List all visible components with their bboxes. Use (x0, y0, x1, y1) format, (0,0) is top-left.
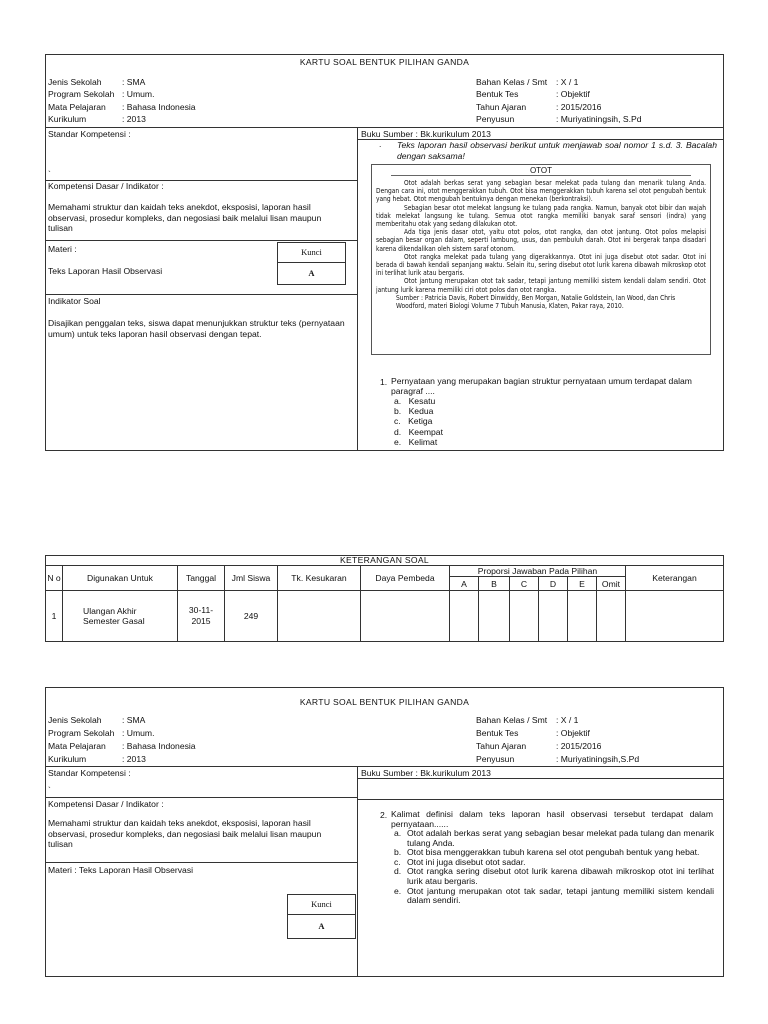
keterangan-soal-table (45, 555, 724, 642)
option-e[interactable] (394, 437, 443, 447)
penyusun-label: Penyusun (476, 754, 515, 764)
tahun-ajaran-label: Tahun Ajaran (476, 741, 527, 751)
row-daya-pembeda (361, 591, 450, 642)
row-choice-c (510, 591, 539, 642)
question-1-options (394, 396, 443, 447)
option-a[interactable] (394, 396, 443, 406)
option-text: Otot jantung merupakan otot tak sadar, tetapi jantung memiliki sistem kendali dalam sendiri. (407, 885, 714, 906)
bentuk-tes-label: Bentuk Tes (476, 89, 519, 99)
kunci-answer: A (287, 914, 356, 939)
bentuk-tes-value: : Objektif (556, 728, 590, 738)
kunci-answer: A (277, 262, 346, 285)
kurikulum-value: : 2013 (122, 114, 146, 124)
kurikulum-value: : 2013 (122, 754, 146, 764)
option-c[interactable] (394, 416, 443, 426)
kompetensi-dasar-text: Memahami struktur dan kaidah teks anekdot, eksposisi, laporan hasil observasi, prosedur kompleks, dan negosiasi baik melalui lisan maupun tulisan (48, 818, 322, 849)
divider (357, 799, 724, 800)
header-tk-kesukaran: Tk. Kesukaran (278, 566, 361, 591)
header-jml-siswa: Jml Siswa (225, 566, 278, 591)
kunci-label: Kunci (277, 242, 346, 263)
option-letter: d. (394, 426, 402, 437)
penyusun-value: : Muriyatiningsih,S.Pd (556, 754, 640, 764)
row-choice-omit (597, 591, 626, 642)
row-no: 1 (46, 591, 63, 642)
option-text: Kelimat (408, 436, 438, 447)
passage-title: OTOT (529, 166, 553, 175)
kunci-label: Kunci (287, 894, 356, 915)
indikator-soal-label: Indikator Soal (48, 296, 101, 306)
passage-paragraph-1: Otot adalah berkas serat yang sebagian besar melekat pada tulang dan menarik tulang Anda. Dengan cara ini, otot menggerakkan tubuh. Otot bisa menggerakkan tubuh karena sel otot pengubah bentuk yang hebat. Otot mengubah bentuknya dengan menekan (berkontraksi). (376, 179, 706, 204)
divider (357, 778, 724, 779)
buku-sumber: Buku Sumber : Bk.kurikulum 2013 (361, 768, 491, 778)
divider (45, 294, 357, 295)
header-choice-e: E (568, 577, 597, 591)
divider (45, 240, 357, 241)
column-divider (357, 766, 358, 977)
question-2-number: 2. (380, 810, 388, 820)
row-jml-siswa: 249 (225, 591, 278, 642)
option-text: Otot ini juga disebut otot sadar. (407, 856, 526, 867)
divider (45, 127, 724, 128)
standar-kompetensi-label: Standar Kompetensi : (48, 768, 131, 778)
card-2-title: KARTU SOAL BENTUK PILIHAN GANDA (299, 697, 470, 707)
option-letter: c. (394, 856, 401, 867)
divider (45, 766, 724, 767)
passage-title-underline (391, 175, 691, 176)
header-digunakan-untuk: Digunakan Untuk (63, 566, 178, 591)
option-a[interactable] (394, 829, 714, 848)
option-text: Kesatu (408, 396, 436, 406)
bahan-kelas-value: : X / 1 (556, 77, 579, 87)
bahan-kelas-label: Bahan Kelas / Smt (476, 77, 548, 87)
row-choice-e (568, 591, 597, 642)
header-choice-d: D (539, 577, 568, 591)
option-text: Ketiga (408, 416, 433, 427)
jenis-sekolah-value: : SMA (122, 715, 146, 725)
mata-pelajaran-value: : Bahasa Indonesia (122, 102, 196, 112)
standar-kompetensi-label: Standar Kompetensi : (48, 129, 131, 139)
program-sekolah-value: : Umum. (122, 728, 155, 738)
instruction-text: Teks laporan hasil observasi berikut untuk menjawab soal nomor 1 s.d. 3. Bacalah dengan saksama! (397, 140, 717, 161)
header-tanggal: Tanggal (178, 566, 225, 591)
header-keterangan: Keterangan (626, 566, 724, 591)
option-d[interactable] (394, 427, 443, 437)
option-b[interactable] (394, 406, 443, 416)
tick-mark: ` (48, 169, 51, 179)
row-choice-d (539, 591, 568, 642)
instruction-bullet: . (379, 139, 382, 149)
passage-paragraph-4: Otot rangka melekat pada tulang yang digerakkannya. Otot ini juga disebut otot sadar. Otot ini berada di bawah kendali sepanjang waktu. Selain itu, sering disebut otot lurik karena dibawah mikroskop otot ini terlihat lurik atau bergaris. (376, 252, 706, 278)
option-letter: a. (394, 396, 402, 406)
card-1-title: KARTU SOAL BENTUK PILIHAN GANDA (299, 57, 470, 67)
passage-paragraph-2: Sebagian besar otot melekat langsung ke tulang pada rangka. Namun, banyak otot bibir dan wajah tidak melekat langsung ke tulang. Semua otot rangka memiliki banyak saraf sensori (indra) yang memberitahu otak yang sedang dilakukan otot. (376, 203, 706, 229)
materi-value: Teks Laporan Hasil Observasi (48, 266, 163, 276)
passage-paragraph-3: Ada tiga jenis dasar otot, yaitu otot polos, otot rangka, dan otot jantung. Otot polos melapisi sebagian besar organ dalam, seperti lambung, usus, dan pembuluh darah. Otot ini bergerak tanpa disadari karena dikendalikan oleh sistem saraf otonom. (376, 228, 706, 253)
option-text: Otot adalah berkas serat yang sebagian besar melekat pada tulang dan menarik tulang Anda. (407, 828, 714, 848)
kompetensi-dasar-label: Kompetensi Dasar / Indikator : (48, 799, 164, 809)
program-sekolah-label: Program Sekolah (48, 728, 115, 738)
kompetensi-dasar-text: Memahami struktur dan kaidah teks anekdot, eksposisi, laporan hasil observasi, prosedur kompleks, dan negosiasi baik melalui lisan maupun tulisan (48, 202, 322, 233)
option-letter: c. (394, 416, 401, 427)
mata-pelajaran-value: : Bahasa Indonesia (122, 741, 196, 751)
tahun-ajaran-value: : 2015/2016 (556, 102, 602, 112)
bahan-kelas-value: : X / 1 (556, 715, 579, 725)
option-letter: e. (394, 885, 402, 896)
column-divider (357, 127, 358, 451)
kompetensi-dasar-label: Kompetensi Dasar / Indikator : (48, 181, 164, 191)
tahun-ajaran-label: Tahun Ajaran (476, 102, 527, 112)
materi-label: Materi : Teks Laporan Hasil Observasi (48, 865, 194, 875)
table-row (46, 591, 724, 642)
buku-sumber: Buku Sumber : Bk.kurikulum 2013 (361, 129, 491, 139)
row-keterangan (626, 591, 724, 642)
jenis-sekolah-label: Jenis Sekolah (48, 715, 102, 725)
penyusun-label: Penyusun (476, 114, 515, 124)
question-1-text: Pernyataan yang merupakan bagian struktur pernyataan umum terdapat dalam paragraf .... (391, 376, 692, 396)
question-1-number: 1. (380, 377, 388, 387)
materi-label: Materi : (48, 244, 77, 254)
option-letter: b. (394, 406, 402, 417)
header-proporsi: Proporsi Jawaban Pada Pilihan (450, 566, 626, 577)
jenis-sekolah-value: : SMA (122, 77, 146, 87)
indikator-soal-text: Disajikan penggalan teks, siswa dapat menunjukkan struktur teks (pernyataan umum) untuk teks laporan hasil observasi dengan tepat. (48, 318, 345, 339)
passage-paragraph-5: Otot jantung merupakan otot tak sadar, tetapi jantung memiliki sistem kendali dalam sendiri. Otot jantung lurik karena memiliki ciri otot polos dan otot rangka. (376, 277, 706, 294)
question-2-text: Kalimat definisi dalam teks laporan hasil observasi tersebut terdapat dalam pernyataan...... (391, 809, 713, 829)
mata-pelajaran-label: Mata Pelajaran (48, 102, 106, 112)
row-choice-b (479, 591, 510, 642)
divider (45, 862, 357, 863)
kurikulum-label: Kurikulum (48, 114, 87, 124)
divider (45, 797, 357, 798)
tick-mark: ` (48, 785, 51, 795)
header-choice-a: A (450, 577, 479, 591)
option-letter: b. (394, 847, 402, 858)
row-digunakan-untuk: Ulangan Akhir Semester Gasal (63, 591, 178, 642)
kurikulum-label: Kurikulum (48, 754, 87, 764)
bahan-kelas-label: Bahan Kelas / Smt (476, 715, 548, 725)
option-text: Keempat (408, 426, 443, 437)
passage-source: Sumber : Patricia Davis, Robert Dinwiddy, Ben Morgan, Natalie Goldstein, Ian Wood, dan Chris Woodford, materi Biologi Volume 7 Tubuh Manusia, Klaten, Pakar raya, 2010. (396, 293, 676, 311)
header-no: N o (46, 566, 63, 591)
option-text: Kedua (408, 406, 434, 417)
option-letter: e. (394, 436, 402, 447)
bentuk-tes-label: Bentuk Tes (476, 728, 519, 738)
bentuk-tes-value: : Objektif (556, 89, 590, 99)
passage-body (376, 179, 706, 310)
row-tk-kesukaran (278, 591, 361, 642)
option-d[interactable] (394, 867, 714, 886)
option-letter: d. (394, 866, 402, 877)
tahun-ajaran-value: : 2015/2016 (556, 741, 602, 751)
header-choice-b: B (479, 577, 510, 591)
question-2-options (394, 829, 714, 906)
option-e[interactable] (394, 887, 714, 906)
jenis-sekolah-label: Jenis Sekolah (48, 77, 102, 87)
row-tanggal: 30-11-2015 (178, 591, 225, 642)
penyusun-value: : Muriyatiningsih, S.Pd (556, 114, 642, 124)
program-sekolah-label: Program Sekolah (48, 89, 115, 99)
option-letter: a. (394, 828, 402, 838)
header-choice-omit: Omit (597, 577, 626, 591)
mata-pelajaran-label: Mata Pelajaran (48, 741, 106, 751)
header-daya-pembeda: Daya Pembeda (361, 566, 450, 591)
option-text: Otot bisa menggerakkan tubuh karena sel otot pengubah bentuk yang hebat. (407, 847, 700, 858)
option-text: Otot rangka sering disebut otot lurik karena dibawah mikroskop otot ini terlihat lurik atau bergaris. (407, 866, 714, 886)
keterangan-title: KETERANGAN SOAL (46, 556, 724, 566)
header-choice-c: C (510, 577, 539, 591)
program-sekolah-value: : Umum. (122, 89, 155, 99)
row-choice-a (450, 591, 479, 642)
